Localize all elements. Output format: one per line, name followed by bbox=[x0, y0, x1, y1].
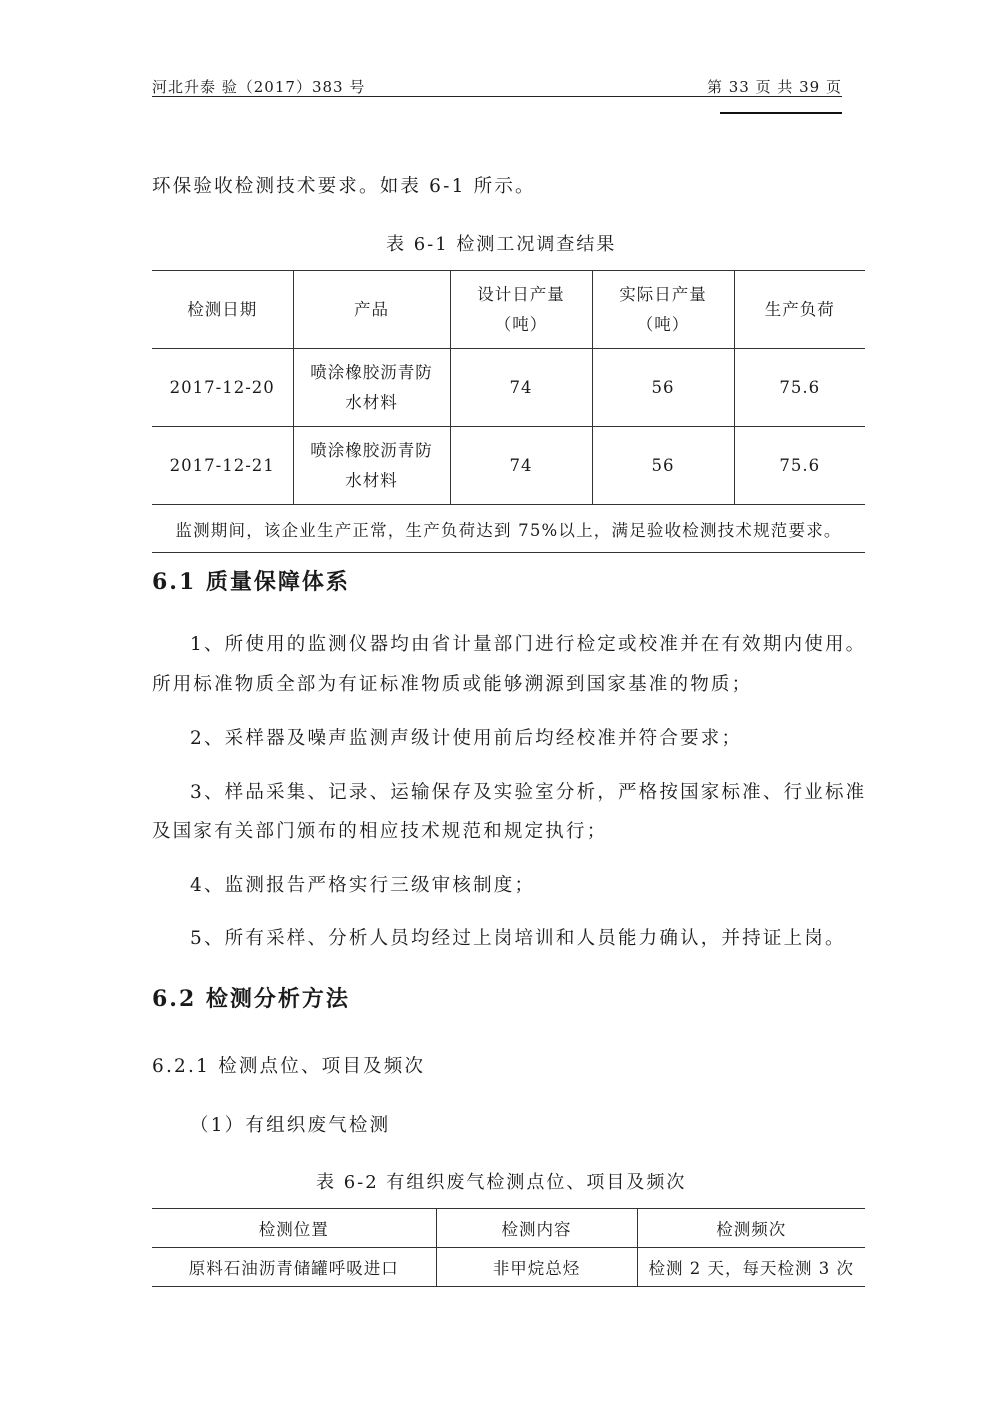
col-header-product: 产品 bbox=[293, 271, 450, 349]
table1-caption: 表 6-1 检测工况调查结果 bbox=[386, 234, 617, 255]
cell-location: 原料石油沥青储罐呼吸进口 bbox=[152, 1248, 436, 1287]
col-header-design-line1: 设计日产量 bbox=[477, 284, 565, 304]
section-6-1-title: 6.1 质量保障体系 bbox=[152, 569, 350, 595]
page-header bbox=[152, 70, 842, 98]
table2-caption: 表 6-2 有组织废气检测点位、项目及频次 bbox=[316, 1172, 687, 1193]
qa-item-3-cont: 及国家有关部门颁布的相应技术规范和规定执行； bbox=[152, 821, 608, 842]
cell-design: 74 bbox=[450, 427, 592, 505]
col-header-design bbox=[450, 271, 592, 349]
header-divider bbox=[152, 96, 842, 97]
col-header-actual-unit: （吨） bbox=[636, 314, 690, 334]
qa-item-3: 3、样品采集、记录、运输保存及实验室分析，严格按国家标准、行业标准 bbox=[190, 782, 867, 803]
cell-product-line2: 水材料 bbox=[345, 392, 398, 412]
col-header-actual bbox=[592, 271, 734, 349]
table-note-row bbox=[152, 505, 865, 553]
table-row bbox=[152, 349, 865, 427]
cell-date: 2017-12-21 bbox=[152, 427, 293, 505]
table-note: 监测期间，该企业生产正常，生产负荷达到 75%以上，满足验收检测技术规范要求。 bbox=[152, 505, 865, 553]
qa-item-1-cont: 所用标准物质全部为有证标准物质或能够溯源到国家基准的物质； bbox=[152, 674, 753, 695]
intro-paragraph: 环保验收检测技术要求。如表 6-1 所示。 bbox=[152, 176, 536, 197]
header-underline bbox=[720, 112, 842, 114]
qa-item-2: 2、采样器及噪声监测声级计使用前后均经校准并符合要求； bbox=[190, 728, 743, 749]
table-header-row bbox=[152, 271, 865, 349]
cell-product-line1: 喷涂橡胶沥青防 bbox=[310, 362, 433, 382]
cell-frequency: 检测 2 天，每天检测 3 次 bbox=[637, 1248, 865, 1287]
cell-load: 75.6 bbox=[734, 427, 865, 505]
cell-product bbox=[293, 427, 450, 505]
qa-item-1: 1、所使用的监测仪器均由省计量部门进行检定或校准并在有效期内使用。 bbox=[190, 634, 867, 655]
cell-product-line2: 水材料 bbox=[345, 470, 398, 490]
section-6-2-title: 6.2 检测分析方法 bbox=[152, 986, 350, 1012]
col-header-frequency: 检测频次 bbox=[637, 1209, 865, 1248]
col-header-load: 生产负荷 bbox=[734, 271, 865, 349]
table-6-2 bbox=[152, 1208, 865, 1287]
col-header-design-unit: （吨） bbox=[494, 314, 548, 334]
col-header-content: 检测内容 bbox=[436, 1209, 637, 1248]
cell-date: 2017-12-20 bbox=[152, 349, 293, 427]
cell-load: 75.6 bbox=[734, 349, 865, 427]
table-row bbox=[152, 427, 865, 505]
cell-design: 74 bbox=[450, 349, 592, 427]
col-header-location: 检测位置 bbox=[152, 1209, 436, 1248]
cell-content: 非甲烷总烃 bbox=[436, 1248, 637, 1287]
subsection-6-2-1: 6.2.1 检测点位、项目及频次 bbox=[152, 1056, 426, 1077]
cell-product-line1: 喷涂橡胶沥青防 bbox=[310, 440, 433, 460]
table-header-row bbox=[152, 1209, 865, 1248]
page-number: 第 33 页 共 39 页 bbox=[706, 78, 842, 96]
cell-actual: 56 bbox=[592, 349, 734, 427]
subsubsection-1: （1）有组织废气检测 bbox=[190, 1115, 391, 1136]
cell-actual: 56 bbox=[592, 427, 734, 505]
table-row bbox=[152, 1248, 865, 1287]
cell-product bbox=[293, 349, 450, 427]
qa-item-5: 5、所有采样、分析人员均经过上岗培训和人员能力确认，并持证上岗。 bbox=[190, 928, 846, 949]
report-number: 河北升泰 验（2017）383 号 bbox=[152, 78, 366, 96]
table-6-1 bbox=[152, 270, 865, 553]
col-header-date: 检测日期 bbox=[152, 271, 293, 349]
col-header-actual-line1: 实际日产量 bbox=[619, 284, 707, 304]
qa-item-4: 4、监测报告严格实行三级审核制度； bbox=[190, 875, 536, 896]
